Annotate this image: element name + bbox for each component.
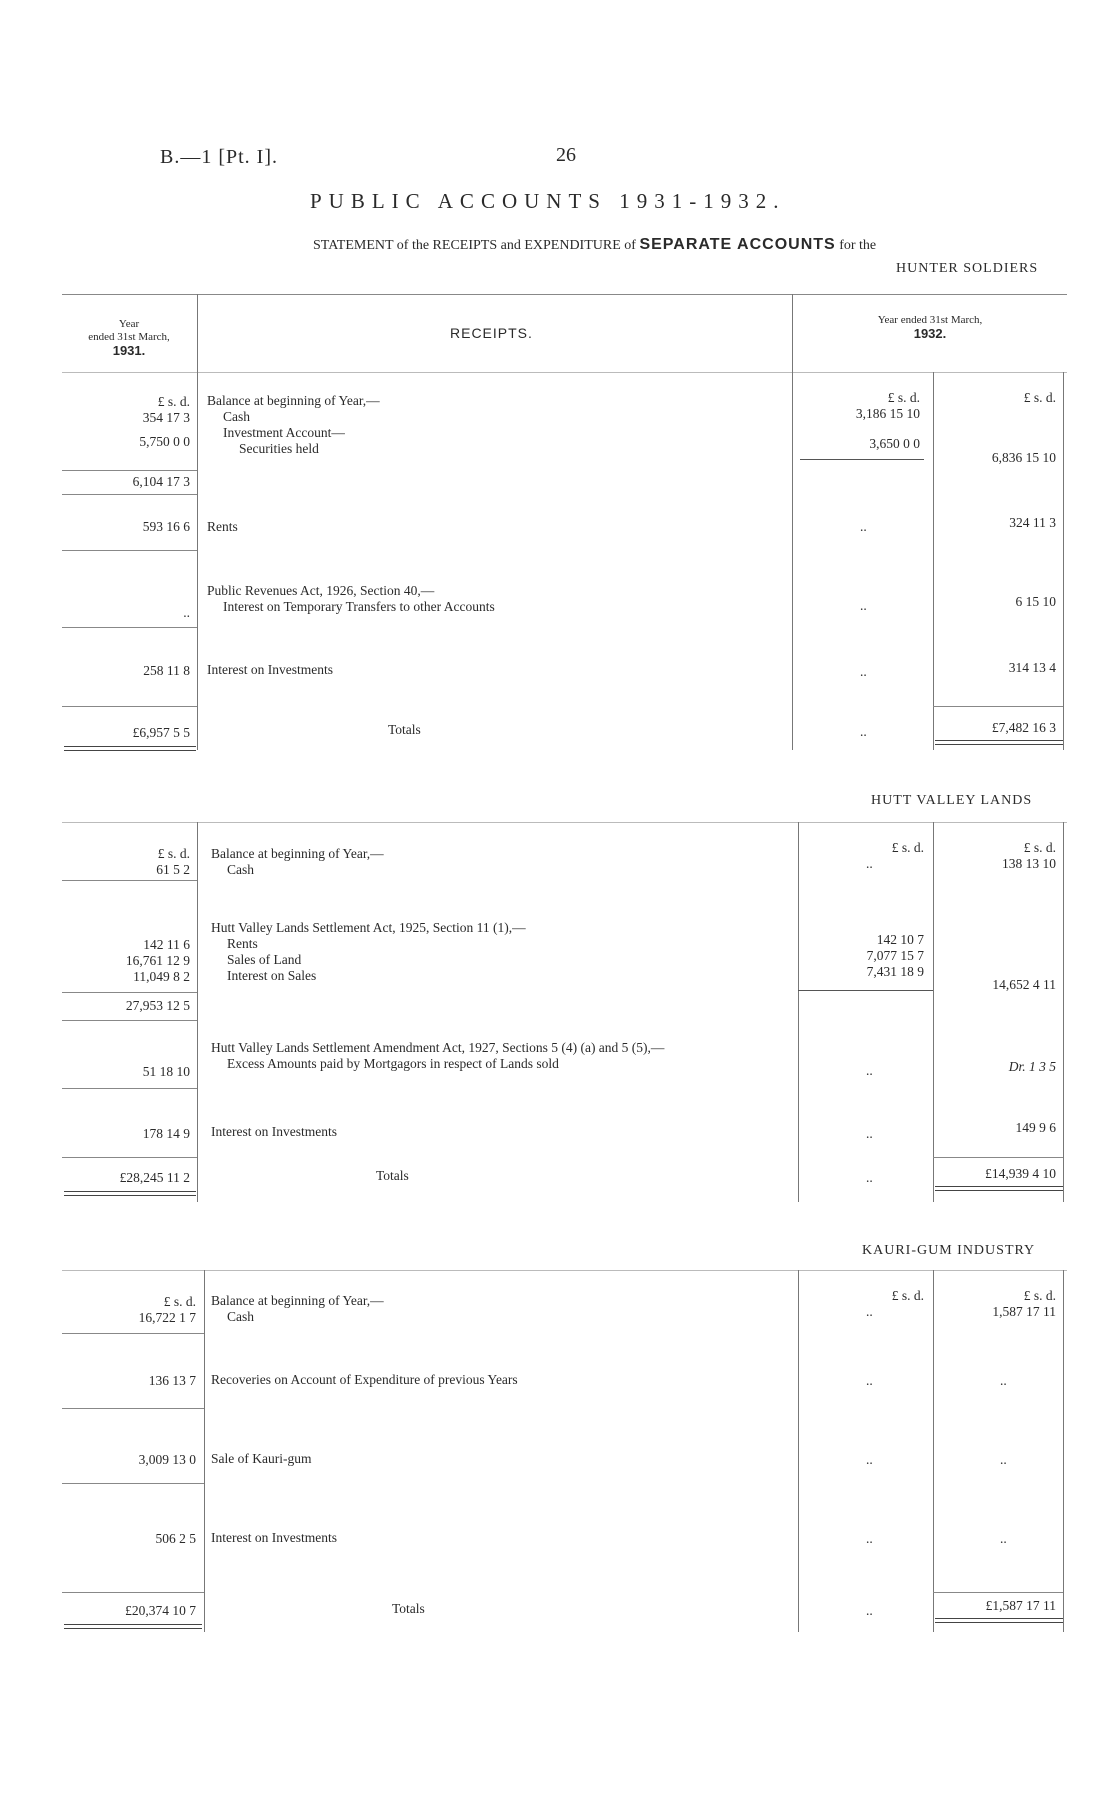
cell-right: 314 13 4 [1008,660,1056,675]
rule [62,470,197,471]
row-description: Recoveries on Account of Expenditure of previous Years [211,1372,518,1387]
cell-right: £ s. d. 138 13 10 [1002,840,1056,871]
rule [64,1624,202,1629]
cell-right: .. [1000,1452,1007,1467]
cell-mid: £ s. d. .. [866,1288,924,1319]
cell-left: £ s. d. 354 17 3 5,750 0 0 [139,394,190,449]
section-title-kauri-gum: KAURI-GUM INDUSTRY [862,1243,1036,1258]
cell-mid: .. [866,1126,873,1141]
rule [64,746,196,751]
rule [62,1408,204,1409]
rule [798,990,933,991]
cell-right: 14,652 4 11 [992,977,1056,992]
cell-mid: .. [866,1531,873,1546]
total-right: £7,482 16 3 [991,720,1056,735]
cell-left: 506 2 5 [155,1531,196,1546]
left-year-header: Year ended 31st March, 1931. [88,318,170,358]
totals-label: Totals [376,1168,409,1183]
rule [62,992,197,993]
rule [1063,1270,1064,1632]
row-description: Interest on Investments [211,1124,337,1139]
rule [62,706,197,707]
subtotal-rule [800,459,924,460]
rule [798,1270,799,1632]
cell-right: £ s. d. 1,587 17 11 [992,1288,1056,1319]
row-description: Interest on Investments [207,662,333,677]
cell-right: .. [1000,1373,1007,1388]
cell-right: 324 11 3 [1009,515,1056,530]
statement-bold: SEPARATE ACCOUNTS [639,236,836,253]
rule [62,1157,197,1158]
cell-left-subtotal: 6,104 17 3 [132,474,190,489]
cell-left: 258 11 8 [143,663,190,678]
rule [62,1592,204,1593]
cell-right: .. [1000,1531,1007,1546]
rule [62,627,197,628]
cell-mid: 142 10 7 7,077 15 7 7,431 18 9 [866,932,924,979]
rule [933,1157,1063,1158]
section-title-hunter-soldiers: HUNTER SOLDIERS [896,261,1039,276]
rule [197,294,198,750]
section-title-hutt-valley: HUTT VALLEY LANDS [871,793,1033,808]
total-mid: .. [860,724,867,739]
rule [204,1270,205,1632]
row-description: Balance at beginning of Year,— Cash [211,846,384,877]
cell-right: 6 15 10 [1015,594,1056,609]
total-left: £28,245 11 2 [119,1170,190,1185]
rule [1063,372,1064,750]
rule [933,822,934,1202]
row-description: Balance at beginning of Year,— Cash [211,1293,384,1324]
table-top-rule [62,294,1067,295]
rule [197,822,198,1202]
cell-mid: £ s. d. 3,186 15 10 3,650 0 0 [855,390,920,451]
total-right: £14,939 4 10 [985,1166,1056,1181]
row-description: Hutt Valley Lands Settlement Act, 1925, Section 11 (1),— Rents Sales of Land Interest on Sales [211,920,526,983]
rule [935,1618,1063,1623]
rule [62,1270,1067,1271]
total-right: £1,587 17 11 [985,1598,1056,1613]
cell-left: £ s. d. 61 5 2 [156,846,190,877]
totals-label: Totals [392,1601,425,1616]
rule [62,550,197,551]
cell-mid: .. [860,598,867,613]
row-description: Sale of Kauri-gum [211,1451,312,1466]
row-description: Interest on Investments [211,1530,337,1545]
page-number: 26 [556,144,576,166]
row-description: Balance at beginning of Year,— Cash Investment Account— Securities held [207,393,380,456]
statement-heading [313,236,876,254]
cell-mid: .. [860,519,867,534]
rule [933,372,934,750]
cell-left: 51 18 10 [142,1064,190,1079]
cell-left: 142 11 6 16,761 12 9 11,049 8 2 [125,937,190,984]
rule [62,494,197,495]
rule [62,880,197,881]
rule [62,822,1067,823]
rule [933,706,1063,707]
cell-left-subtotal: 27,953 12 5 [125,998,190,1013]
cell-mid: .. [860,664,867,679]
total-mid: .. [866,1170,873,1185]
cell-mid: .. [866,1063,873,1078]
document-reference: B.—1 [Pt. I]. [160,146,278,168]
rule [935,740,1063,745]
rule [933,1592,1063,1593]
cell-left: £ s. d. 16,722 1 7 [138,1294,196,1325]
cell-right: 149 9 6 [1015,1120,1056,1135]
totals-label: Totals [388,722,421,737]
rule [792,294,793,750]
rule [62,1088,197,1089]
rule [62,1020,197,1021]
cell-mid: £ s. d. .. [866,840,924,871]
total-mid: .. [866,1603,873,1618]
total-left: £20,374 10 7 [125,1603,196,1618]
cell-right: £ s. d. 6,836 15 10 [991,390,1056,465]
page-title: PUBLIC ACCOUNTS 1931-1932. [310,189,786,213]
cell-left: 178 14 9 [142,1126,190,1141]
rule [935,1186,1063,1191]
rule [1063,822,1064,1202]
rule [62,1333,204,1334]
rule [62,1483,204,1484]
rule [64,1191,196,1196]
rule [933,1270,934,1632]
cell-mid: .. [866,1452,873,1467]
receipts-header: RECEIPTS. [450,325,533,341]
statement-prefix: STATEMENT of the RECEIPTS and EXPENDITURE of [313,238,636,253]
row-description: Public Revenues Act, 1926, Section 40,— Interest on Temporary Transfers to other Accounts [207,583,495,614]
cell-right: Dr. 1 3 5 [1008,1059,1056,1074]
cell-left: .. [183,605,190,620]
row-description: Hutt Valley Lands Settlement Amendment Act, 1927, Sections 5 (4) (a) and 5 (5),— Excess Amounts paid by Mortgagors in respect of Lands sold [211,1040,665,1071]
cell-left: 593 16 6 [142,519,190,534]
right-year-header: Year ended 31st March, 1932. [877,314,983,341]
cell-left: 3,009 13 0 [138,1452,196,1467]
header-rule [62,372,1067,373]
statement-suffix: for the [839,238,877,253]
cell-left: 136 13 7 [148,1373,196,1388]
total-left: £6,957 5 5 [132,725,190,740]
row-description: Rents [207,519,238,534]
cell-mid: .. [866,1373,873,1388]
rule [798,822,799,1202]
